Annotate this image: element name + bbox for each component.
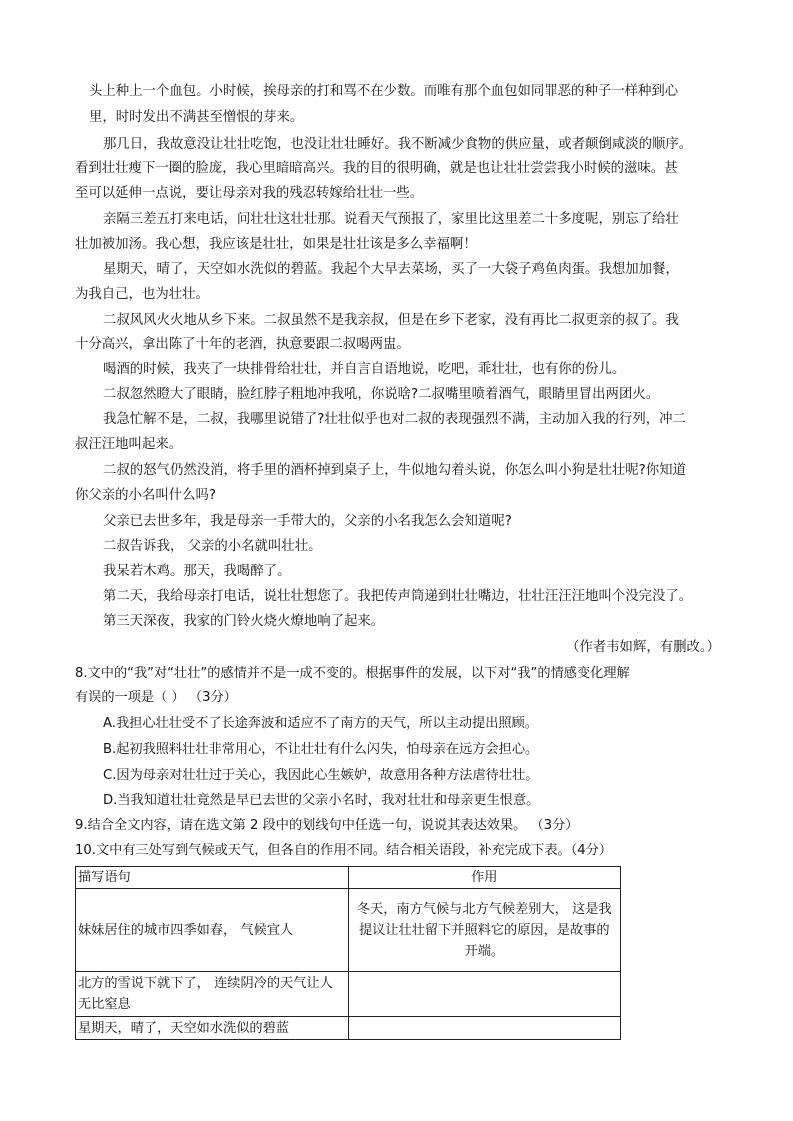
cell-text: 无比窒息 — [78, 997, 131, 1012]
passage-line: 喝酒的时候，我夹了一块排骨给壮壮，并自言自语地说，吃吧，乖壮壮，也有你的份儿。 — [103, 362, 626, 377]
table-cell-effect-blank[interactable] — [348, 1017, 621, 1040]
cell-text: 开端。 — [464, 943, 505, 959]
table-header-sentence: 描写语句 — [76, 867, 349, 889]
passage-line: 二叔风风火火地从乡下来。二叔虽然不是我亲叔，但是在乡下老家，没有再比二叔更亲的叔了。我 — [103, 313, 679, 328]
passage-line: 第二天，我给母亲打电话，说壮壮想您了。我把传声筒递到壮壮嘴边，壮壮汪汪汪地叫个没完没了。 — [103, 589, 693, 604]
question-9: 9.结合全文内容，请在选文第 2 段中的划线句中任选一句，说说其表达效果。 （3分） — [75, 818, 579, 833]
passage-line: 十分高兴，拿出陈了十年的老酒，执意要跟二叔喝两盅。 — [75, 337, 410, 352]
table-cell-effect-blank[interactable] — [348, 972, 621, 1017]
passage-line: 至可以延伸一点说，要让母亲对我的残忍转嫁给壮壮一些。 — [75, 186, 424, 201]
cell-text: 北方的雪说下就下了， 连续阴冷的天气让人 — [78, 976, 333, 991]
table-cell-sentence: 星期天，晴了，天空如水洗似的碧蓝 — [76, 1017, 349, 1040]
option-a: A.我担心壮壮受不了长途奔波和适应不了南方的天气，所以主动提出照顾。 — [103, 716, 538, 731]
passage-line: 头上种上一个血包。小时候，挨母亲的打和骂不在少数。而唯有那个血包如同罪恶的种子一样种到心 — [89, 84, 679, 99]
table-header-effect: 作用 — [348, 867, 621, 889]
table-cell-sentence — [76, 889, 349, 972]
cell-text: 妹妹居住的城市四季如春， 气候宜人 — [78, 922, 294, 938]
passage-line: 我呆若木鸡。那天，我喝醉了。 — [103, 564, 291, 579]
table-row — [76, 889, 621, 972]
passage-line: 壮加被加汤。我心想，我应该是壮壮，如果是壮壮该是多么幸福啊！ — [75, 237, 477, 252]
question-10: 10.文中有三处写到气候或天气，但各自的作用不同。结合相关语段，补充完成下表。（4分） — [75, 843, 613, 858]
option-b: B.起初我照料壮壮非常用心，不让壮壮有什么闪失，怕母亲在远方会担心。 — [103, 742, 539, 757]
passage-line: 二叔忽然瞪大了眼睛，脸红脖子粗地冲我吼，你说啥?二叔嘴里喷着酒气，眼睛里冒出两团火。 — [103, 387, 660, 402]
cell-text: 提议让壮壮留下并照料它的原因，是故事的 — [358, 922, 610, 938]
passage-line: 二叔告诉我， 父亲的小名就叫壮壮。 — [103, 539, 322, 554]
table-row — [76, 972, 621, 1017]
question-8-stem: 有误的一项是（ ） （3分） — [75, 690, 237, 705]
passage-line: 我急忙解不是，二叔，我哪里说错了?壮壮似乎也对二叔的表现强烈不满，主动加入我的行列，冲二 — [103, 412, 686, 427]
option-d: D.当我知道壮壮竟然是早已去世的父亲小名时，我对壮壮和母亲更生恨意。 — [103, 793, 540, 808]
answer-table — [75, 866, 621, 1040]
table-cell-sentence — [76, 972, 349, 1017]
passage-line: 里，时时发出不满甚至憎恨的芽来。 — [89, 110, 304, 125]
passage-line: 那几日，我故意没让壮壮吃饱，也没让壮壮睡好。我不断减少食物的供应量，或者颠倒咸淡的顺序。 — [103, 137, 693, 152]
question-8-stem: 8.文中的“我”对“壮壮”的感情并不是一成不变的。根据事件的发展，以下对“我”的情感变化理解 — [75, 666, 630, 681]
passage-line: 看到壮壮瘦下一圈的脸庞，我心里暗暗高兴。我的目的很明确，就是也让壮壮尝尝我小时候的滋味。甚 — [75, 161, 678, 176]
passage-line: 你父亲的小名叫什么吗? — [75, 488, 217, 503]
table-cell-effect — [348, 889, 621, 972]
table-row — [76, 1017, 621, 1040]
passage-line: 第三天深夜，我家的门铃火烧火燎地响了起来。 — [103, 614, 385, 629]
passage-line: 二叔的怒气仍然没消，将手里的酒杯掉到桌子上，牛似地勾着头说，你怎么叫小狗是壮壮呢?你知道 — [103, 463, 686, 478]
option-c: C.因为母亲对壮壮过于关心，我因此心生嫉妒，故意用各种方法虐待壮壮。 — [103, 768, 539, 783]
attribution: （作者韦如辉，有删改。） — [566, 640, 720, 655]
passage-line: 父亲已去世多年，我是母亲一手带大的，父亲的小名我怎么会知道呢? — [103, 514, 512, 529]
passage-line: 星期天，晴了，天空如水洗似的碧蓝。我起个大早去菜场，买了一大袋子鸡鱼肉蛋。我想加加餐， — [103, 262, 679, 277]
table-header-row — [76, 867, 621, 889]
passage-line: 为我自己，也为壮壮。 — [75, 287, 209, 302]
passage-line: 亲隔三差五打来电话，问壮壮这壮壮那。说看天气预报了，家里比这里差二十多度呢，别忘了给壮 — [103, 212, 679, 227]
cell-text: 冬天，南方气候与北方气候差别大， 这是我 — [356, 901, 612, 917]
passage-line: 叔汪汪地叫起来。 — [75, 437, 183, 452]
